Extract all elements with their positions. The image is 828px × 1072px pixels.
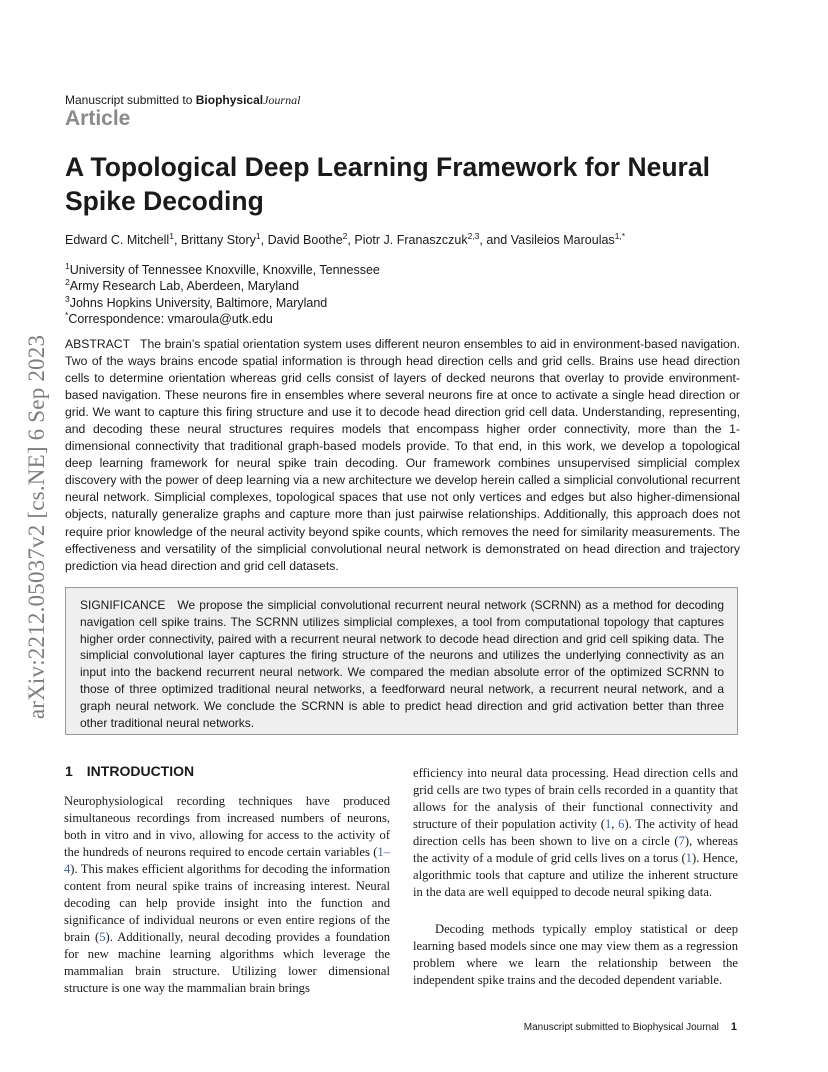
- abstract: [65, 336, 740, 575]
- author-separator: ,: [173, 233, 181, 247]
- affiliation-text: Army Research Lab, Aberdeen, Maryland: [69, 279, 300, 294]
- citation-link[interactable]: 7: [678, 834, 685, 848]
- abstract-text: The brain’s spatial orientation system uses different neuron ensembles to aid in environment-based navigation. Two of the ways brains encode spatial information is through head direction cells and grid cells. Brains use head direction cells to determine orientation whereas grid cells consist of layers of decked neurons that overlay to provide environment-based navigation. These neurons fire in ensembles where several neurons fire at once to activate a single head direction or grid. We want to capture this firing structure and use it to decode head direction grid cell data. Understanding, representing, and decoding these neural structures requires models that encompass higher order connectivity, more than the 1-dimensional connectivity that traditional graph-based models provide. To that end, in this work, we develop a topological deep learning framework for neural spike train decoding. Our framework combines unsupervised simplicial complex discovery with the power of deep learning via a new architecture we develop herein called a simplicial convolutional recurrent neural network. Simplicial complexes, topological spaces that use not only vertices and edges but also higher-dimensional objects, naturally generalize graphs and capture more than just pairwise relationships. Additionally, this approach does not require prior knowledge of the neural activity beyond spike counts, which removes the need for similarity measurements. The effectiveness and versatility of the simplicial convolutional neural network is demonstrated on head direction and trajectory prediction via head direction and grid cell datasets.: [65, 337, 740, 573]
- significance-text: We propose the simplicial convolutional recurrent neural network (SCRNN) as a method for decoding navigation cell spike trains. The SCRNN utilizes simplicial complexes, a tool from computational topology that captures higher order connectivity, paired with a recurrent neural network to decode head direction and grid cell spiking data. The simplicial convolutional layer captures the firing structure of the neurons and utilizes the underlying connectivity as an input into the backend recurrent neural network. We compared the median absolute error of the optimized SCRNN to those of three optimized traditional neural networks, a feedforward neural network, a recurrent neural network, and a graph neural network. We conclude the SCRNN is able to predict head direction and grid activation better than three other traditional neural networks.: [80, 598, 724, 730]
- section-title: INTRODUCTION: [86, 763, 195, 779]
- paragraph-text: ,: [611, 817, 619, 831]
- significance-statement: [80, 597, 724, 731]
- affiliation-item: [65, 278, 380, 294]
- citation-link[interactable]: 6: [618, 817, 625, 831]
- author-name: Vasileios Maroulas: [510, 233, 615, 247]
- author-affiliation-mark: 1,*: [614, 231, 626, 241]
- intro-paragraph-left: [64, 793, 390, 997]
- affiliation-mark: 2: [65, 277, 70, 288]
- author-separator: ,: [260, 233, 268, 247]
- affiliation-mark: 1: [65, 261, 70, 271]
- page-footer: [524, 1021, 737, 1033]
- author-name: Piotr J. Franaszczuk: [354, 233, 468, 247]
- affiliation-mark: *: [65, 310, 69, 321]
- affiliation-item: [65, 262, 380, 278]
- intro-paragraph-right: [413, 765, 738, 901]
- significance-label: SIGNIFICANCE: [80, 598, 166, 612]
- significance-box: [65, 587, 738, 735]
- affiliation-text: Johns Hopkins University, Baltimore, Maryland: [69, 295, 328, 310]
- author-affiliation-mark: 2,3: [467, 231, 480, 241]
- author-affiliation-mark: 2: [342, 231, 348, 241]
- affiliation-mark: 3: [65, 293, 70, 304]
- paragraph-text: ). Hence, algorithmic tools that capture and utilize the inherent structure in the data are well equipped to decode neural spiking data.: [413, 851, 738, 899]
- paper-title: A Topological Deep Learning Framework for Neural Spike Decoding: [65, 152, 710, 216]
- author-affiliation-mark: 1: [255, 231, 261, 241]
- author-list: [65, 233, 625, 247]
- paragraph-text: ). Additionally, neural decoding provides a foundation for new machine learning algorithms which leverage the mammalian brain structure. Utilizing lower dimensional structure is one way the mammalian brain brings: [64, 930, 391, 995]
- section-number: 1: [65, 763, 73, 779]
- abstract-label: ABSTRACT: [65, 337, 131, 351]
- page-number: 1: [730, 1021, 737, 1033]
- citation-link[interactable]: 1: [605, 817, 612, 831]
- citation-link[interactable]: 1: [685, 851, 692, 865]
- intro-paragraph-right-2: Decoding methods typically employ statistical or deep learning based models since one may view them as a regression problem where we learn the relationship between the independent spike trains and the decoded dependent variable.: [413, 922, 738, 987]
- submission-prefix: Manuscript submitted to: [65, 93, 196, 107]
- arxiv-identifier-stamp: arXiv:2212.05037v2 [cs.NE] 6 Sep 2023: [24, 334, 49, 720]
- submission-header: [65, 93, 300, 108]
- paragraph-text: ). This makes efficient algorithms for decoding the information content from neural spike trains of increasing interest. Neural decoding can help provide insight into the function and significance of individual neurons or even entire regions of the brain (: [64, 862, 390, 944]
- affiliation-item: [65, 295, 380, 311]
- affiliation-list: [65, 262, 380, 328]
- affiliation-item: [65, 311, 380, 327]
- paragraph-text: ). The activity of head direction cells has been shown to live on a circle (: [413, 817, 739, 848]
- author-separator: ,: [347, 233, 355, 247]
- article-type-label: Article: [65, 107, 131, 130]
- paragraph-text: Neurophysiological recording techniques have produced simultaneous recordings from increased numbers of neurons, both in vitro and in vivo, allowing for access to the activity of the hundreds of neurons required to encode certain variables (: [64, 794, 390, 859]
- footer-text: Manuscript submitted to Biophysical Journal: [523, 1022, 719, 1033]
- author-name: David Boothe: [267, 233, 343, 247]
- author-affiliation-mark: 1: [169, 231, 174, 241]
- journal-name-bold: Biophysical: [195, 93, 264, 107]
- author-separator: , and: [479, 233, 511, 247]
- author-name: Brittany Story: [180, 233, 256, 247]
- paragraph-text: ), whereas the activity of a module of grid cells lives on a torus (: [413, 834, 738, 865]
- citation-link[interactable]: 5: [99, 930, 106, 944]
- citation-link[interactable]: 1–4: [64, 845, 390, 876]
- section-heading-introduction: [65, 763, 194, 779]
- affiliation-text: Correspondence: vmaroula@utk.edu: [68, 312, 273, 327]
- affiliation-text: University of Tennessee Knoxville, Knoxville, Tennessee: [69, 263, 380, 277]
- journal-name-italic: Journal: [263, 93, 301, 107]
- paragraph-text: efficiency into neural data processing. Head direction cells and grid cells are two types of brain cells recorded in a quantity that allows for the analysis of their functional connectivity and structure of their population activity (: [413, 766, 738, 831]
- author-name: Edward C. Mitchell: [65, 233, 170, 247]
